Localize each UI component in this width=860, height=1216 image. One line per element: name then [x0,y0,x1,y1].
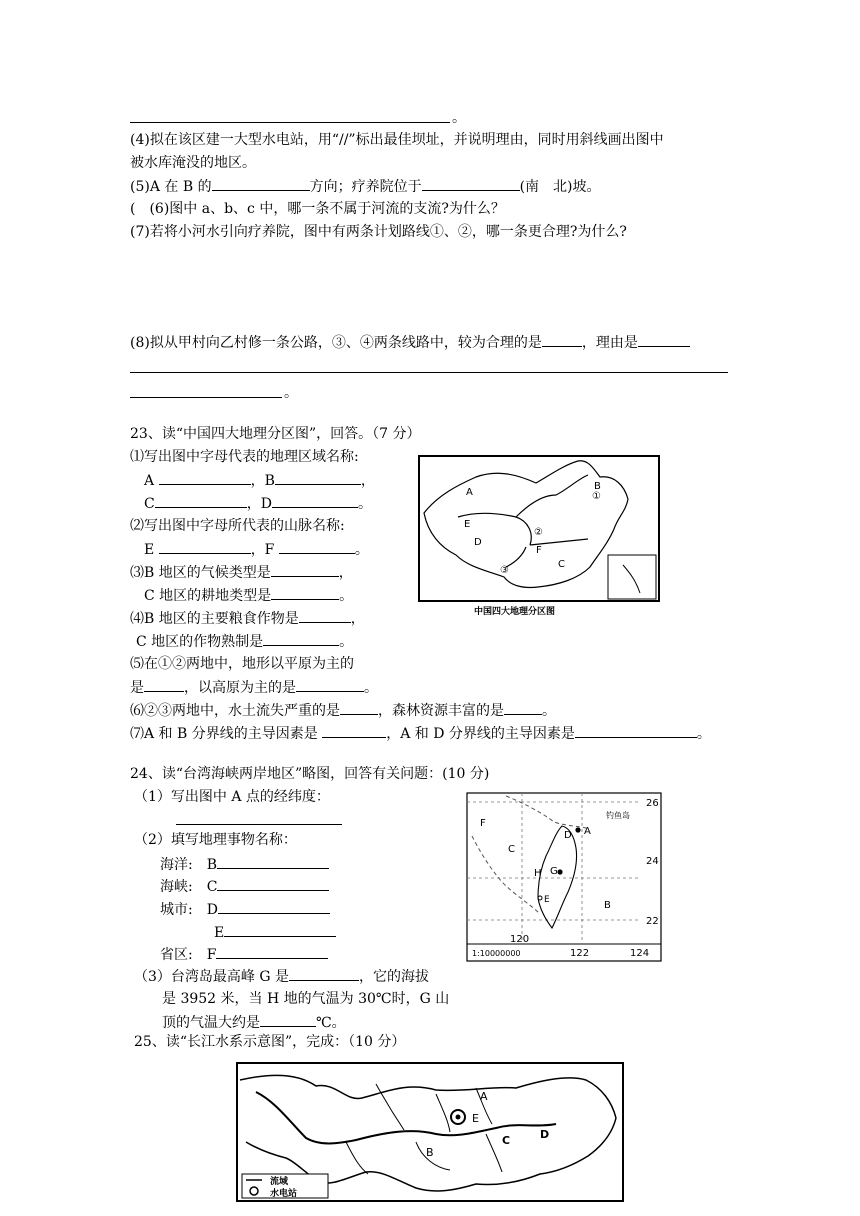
blank[interactable] [217,854,329,869]
taiwan-strait-map [466,792,662,962]
q24-p3-line2: 是 3952 米，当 H 地的气温为 30℃时，G 山 [162,991,450,1007]
lat-label: 22 [646,916,659,927]
q22-part8-a: (8)拟从甲村向乙村修一条公路，③、④两条线路中，较为合理的是 [130,335,542,351]
lat-label: 24 [646,856,659,867]
label-b: ，B [250,473,275,489]
q23-p2-ef [144,539,369,560]
blank[interactable] [216,944,328,959]
blank[interactable] [638,332,690,347]
q22-part5-b: 方向；疗养院位于 [309,179,422,195]
blank[interactable] [422,176,520,191]
q23-p3-a [130,562,353,583]
map-label: B [604,900,611,911]
q24-p1: （1）写出图中 A 点的经纬度： [134,789,330,805]
answer-line [130,122,450,123]
q22-part5-a: (5)A 在 B 的 [130,179,212,195]
q23-p7-b-text: ，A 和 D 分界线的主导因素是 [386,726,575,742]
q22-part7: (7)若将小河水引向疗养院，图中有两条计划路线①、②，哪一条更合理?为什么? [130,224,627,240]
lon-label: 122 [570,948,590,959]
map-label: H [534,868,542,879]
blank[interactable] [224,922,336,937]
city-label: 城市: D [160,902,218,918]
map-label: A [584,826,591,837]
map-label: B [426,1146,434,1159]
blank[interactable] [299,608,351,623]
map-label: C [502,1134,511,1147]
q22-part8 [130,332,690,353]
map-label: F [480,818,486,829]
map-scale: 1:10000000 [472,949,521,958]
legend-hydropower: 水电站 [270,1189,298,1199]
q24-p3-line3 [162,1012,346,1033]
map-label: E [464,519,471,530]
period-mark: 。 [696,726,711,742]
label-d: ，D [246,496,272,512]
map-label: A [466,487,473,498]
province-label: 省区: F [160,947,217,963]
q23-p2: ⑵写出图中字母所代表的山脉名称: [130,518,345,534]
city-e-label: E [214,925,225,941]
q23-p6-b-text: ，森林资源丰富的是 [378,703,504,719]
map-label: D [564,830,572,841]
q22-part8-b: ，理由是 [581,335,638,351]
comma: ， [338,565,353,581]
blank[interactable] [271,585,339,600]
lon-label: 124 [630,948,650,959]
blank[interactable] [504,700,542,715]
period-mark: 。 [452,110,466,126]
q23-p6 [130,700,556,721]
q22-part4-line1: (4)拟在该区建一大型水电站，用“//”标出最佳坝址，并说明理由，同时用斜线画出图中 [130,132,664,148]
blank[interactable] [542,332,582,347]
blank[interactable] [218,899,330,914]
label-a: A [144,473,155,489]
lat-label: 26 [646,798,659,809]
q23-p7 [130,723,711,744]
period-mark: 。 [284,385,298,401]
q24-title: 24、读“台湾海峡两岸地区”略图，回答有关问题：(10 分) [130,766,490,782]
comma: ， [360,473,375,489]
q24-ocean [160,854,329,875]
map-label: D [474,537,482,548]
blank[interactable] [263,631,339,646]
blank[interactable] [272,493,358,508]
map-label: G [550,866,558,877]
map-label: ① [592,491,601,502]
blank[interactable] [271,562,339,577]
period-mark: 。 [542,703,556,719]
q22-part4-line2: 被水库淹没的地区。 [130,155,256,171]
map-label: D [540,1128,550,1141]
comma: ， [350,611,365,627]
island-label: 钓鱼岛 [606,811,630,820]
blank[interactable] [159,539,251,554]
q25-title: 25、读“长江水系示意图”，完成：（10 分） [134,1034,406,1050]
q23-p3-a-text: ⑶B 地区的气候类型是 [130,565,271,581]
strait-label: 海峡: C [160,879,218,895]
period-mark: 。 [354,542,369,558]
map-label: C [558,559,565,570]
ocean-label: 海洋: B [160,857,218,873]
q23-p6-a-text: ⑹②③两地中，水土流失严重的是 [130,703,340,719]
q23-p4-a [130,608,365,629]
yangtze-river-map [236,1062,624,1202]
q23-p4-b-text: C 地区的作物熟制是 [136,634,264,650]
q23-p1-ab [144,470,375,491]
blank[interactable] [289,966,359,981]
map-label: ③ [500,565,509,576]
q23-title: 23、读“中国四大地理分区图”，回答。（7 分） [130,426,421,442]
lon-label: 120 [510,934,530,945]
q24-p3-line1 [134,966,429,987]
q23-p5-b-text: 是 [130,680,144,696]
label-c: C [144,496,155,512]
q23-p3-b [144,585,353,606]
period-mark: 。 [339,634,354,650]
q24-p3-b-text: ，它的海拔 [359,969,429,985]
china-regions-map [418,455,660,617]
legend-basin: 流域 [270,1177,289,1187]
q22-part5-c: (南 北)坡。 [519,179,601,195]
blank[interactable] [340,700,378,715]
map-label: E [472,1112,479,1125]
blank[interactable] [159,470,251,485]
period-mark: 。 [364,680,378,696]
q23-p5-a: ⑸在①②两地中，地形以平原为主的 [130,656,354,672]
q23-p1: ⑴写出图中字母代表的地理区域名称: [130,449,359,465]
label-e: E [144,542,155,558]
blank[interactable] [296,677,364,692]
q22-part5 [130,176,601,197]
blank[interactable] [260,1012,316,1027]
blank[interactable] [217,876,329,891]
answer-line [130,372,728,373]
q23-p4-b [136,631,353,652]
period-mark: 。 [357,496,372,512]
q23-p5-c-text: ，以高原为主的是 [184,680,296,696]
q22-part6: ( (6)图中 a、b、c 中，哪一条不属于河流的支流?为什么？ [130,201,505,217]
map-label: F [536,545,542,556]
blank[interactable] [322,723,386,738]
map-label: ② [534,527,543,538]
map-label: B [594,481,601,492]
q24-p3-d-text: 顶的气温大约是 [162,1015,260,1031]
period-mark: 。 [339,588,354,604]
q24-province [160,944,328,965]
q23-p5-b [130,677,378,698]
map-label: C [508,844,515,855]
q23-p4-a-text: ⑷B 地区的主要粮食作物是 [130,611,299,627]
q24-p3-e-text: ℃。 [316,1015,346,1031]
answer-line [176,824,342,825]
blank[interactable] [279,539,355,554]
blank[interactable] [212,176,310,191]
q24-city-e [214,922,336,943]
q24-strait [160,876,329,897]
map-caption: 中国四大地理分区图 [474,607,556,617]
blank[interactable] [155,493,247,508]
map-label: E [544,895,550,905]
q23-p3-b-text: C 地区的耕地类型是 [144,588,272,604]
q24-p3-a-text: （3）台湾岛最高峰 G 是 [134,969,289,985]
q24-city [160,899,330,920]
blank[interactable] [275,470,361,485]
map-label: A [480,1090,488,1103]
label-f: ，F [250,542,275,558]
blank[interactable] [575,723,697,738]
q23-p1-cd [144,493,372,514]
q23-p7-a-text: ⑺A 和 B 分界线的主导因素是 [130,726,318,742]
q24-p2: （2）填写地理事物名称： [134,832,297,848]
blank[interactable] [144,677,184,692]
answer-line [130,397,282,398]
